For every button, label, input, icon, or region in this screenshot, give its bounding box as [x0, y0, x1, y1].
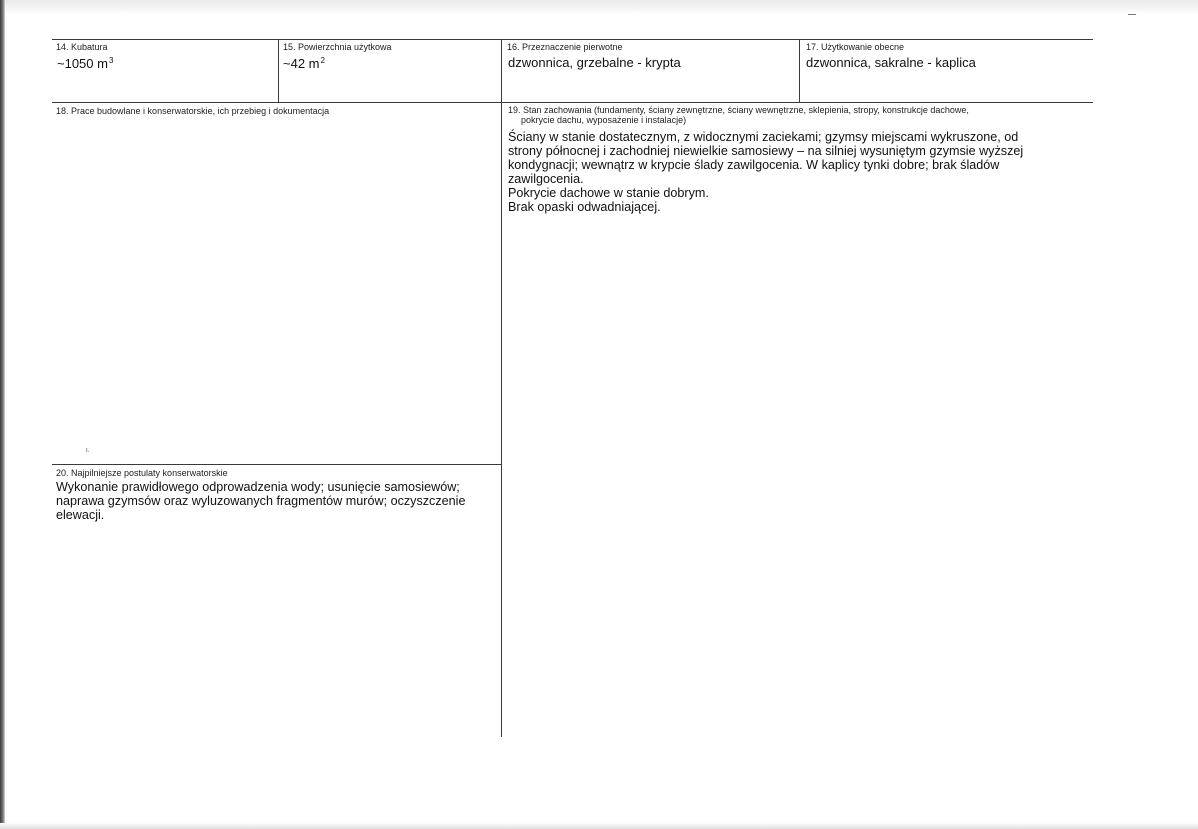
scan-bottom-edge: [0, 823, 1198, 829]
field-18-label: 18. Prace budowlane i konserwatorskie, ich przebieg i dokumentacja: [56, 106, 330, 116]
field-19-line: zawilgocenia.: [508, 172, 584, 186]
field-16-value: dzwonnica, grzebalne - krypta: [508, 55, 681, 70]
field-19-label-line2: pokrycie dachu, wyposażenie i instalacje): [521, 114, 687, 125]
divider-main-column: [501, 39, 502, 737]
field-15-value-text: ~42 m: [283, 56, 320, 71]
field-20-label: 20. Najpilniejsze postulaty konserwatorskie: [56, 468, 228, 478]
margin-dash-mark: [1128, 14, 1136, 15]
divider-14-15: [278, 39, 279, 102]
field-19-line: Ściany w stanie dostatecznym, z widocznymi zaciekami; gzymsy miejscami wykruszone, od: [508, 130, 1019, 144]
row1-bottom-border: [52, 102, 1093, 103]
field-19-line: Brak opaski odwadniającej.: [508, 200, 661, 214]
field-19-line: Pokrycie dachowe w stanie dobrym.: [508, 186, 709, 200]
field-19-text: [508, 130, 1093, 214]
field-15-label: 15. Powierzchnia użytkowa: [283, 42, 392, 52]
field-19-label-line1: 19. Stan zachowania (fundamenty, ściany zewnętrzne, ściany wewnętrzne, sklepienia, stropy, konstrukcje dachowe,: [508, 105, 969, 115]
field-16-label: 16. Przeznaczenie pierwotne: [507, 42, 623, 52]
stray-scan-mark: ι.: [86, 447, 90, 454]
field-15-value: [283, 57, 325, 73]
field-17-value: dzwonnica, sakralne - kaplica: [806, 55, 976, 70]
scan-left-edge: [0, 0, 5, 829]
field-20-text: [56, 480, 500, 522]
field-14-value-text: ~1050 m: [57, 56, 108, 71]
field-20-line: Wykonanie prawidłowego odprowadzenia wody; usunięcie samosiewów;: [56, 480, 460, 494]
field-19-label: [508, 106, 1093, 125]
field-14-label: 14. Kubatura: [56, 42, 108, 52]
divider-16-17: [799, 39, 800, 102]
top-border: [52, 39, 1093, 40]
field-20-line: naprawa gzymsów oraz wyluzowanych fragmentów murów; oczyszczenie: [56, 494, 466, 508]
f18-bottom-border: [52, 464, 501, 465]
field-15-unit-sup: 2: [320, 56, 325, 65]
field-14-value: [57, 57, 113, 73]
scan-top-edge: [0, 0, 1198, 14]
field-19-line: kondygnacji; wewnątrz w krypcie ślady zawilgocenia. W kaplicy tynki dobre; brak śladów: [508, 158, 1000, 172]
field-20-line: elewacji.: [56, 508, 105, 522]
field-17-label: 17. Użytkowanie obecne: [806, 42, 905, 52]
field-19-line: strony północnej i zachodniej niewielkie samosiewy – na silniej wysuniętym gzymsie wyższej: [508, 144, 1024, 158]
field-14-unit-sup: 3: [108, 56, 114, 65]
